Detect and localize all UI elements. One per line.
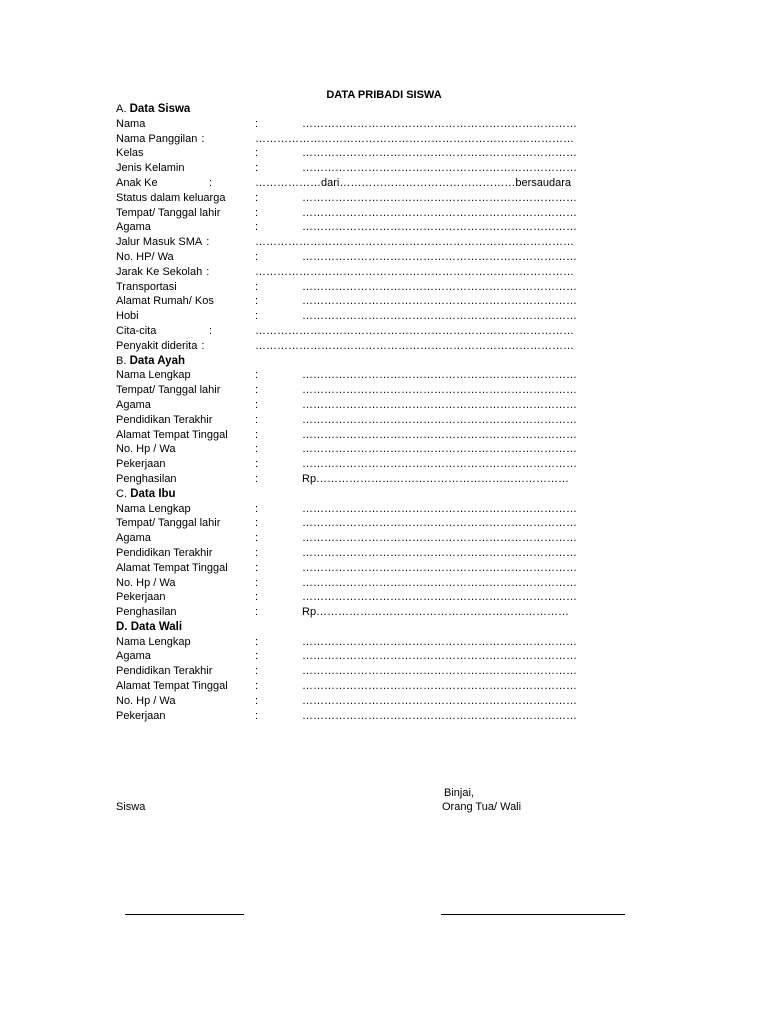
field-colon: : [255, 428, 259, 441]
section-heading [116, 487, 596, 502]
field-blank: …………………………………………………………………………… [255, 236, 574, 249]
field-label: No. HP/ Wa [116, 250, 174, 263]
section-letter: A. [116, 103, 127, 115]
field-label: Alamat Tempat Tinggal [116, 561, 228, 574]
field-colon: : [255, 221, 259, 234]
form-row [116, 250, 596, 265]
field-colon: : [255, 191, 259, 204]
form-row [116, 220, 596, 235]
field-label: Pendidikan Terakhir [116, 546, 213, 559]
form-row [116, 413, 596, 428]
field-blank: ………………………………………………………………… [302, 546, 577, 559]
field-colon: : [201, 132, 205, 145]
field-blank: …………………………………………………………………………… [255, 265, 574, 278]
field-label: Pekerjaan [116, 591, 166, 604]
field-blank: …………………………………………………………………………… [255, 324, 574, 337]
section-name: Data Siswa [129, 103, 191, 115]
field-label: Nama Panggilan [116, 132, 198, 145]
form-row [116, 146, 596, 161]
field-colon: : [255, 532, 259, 545]
section-name: Data Ayah [129, 354, 185, 367]
form-row [116, 605, 596, 620]
field-colon: : [255, 591, 259, 604]
field-blank: ………………………………………………………………… [302, 369, 577, 382]
form-row [116, 664, 596, 679]
section-letter: C. [116, 487, 127, 500]
field-blank: Rp…………………………………………………………… [302, 472, 570, 485]
form-row [116, 398, 596, 413]
field-colon: : [201, 339, 205, 352]
field-blank: ………………………………………………………………… [302, 250, 577, 263]
form-row [116, 502, 596, 517]
field-colon: : [255, 665, 259, 678]
field-blank: ………………………………………………………………… [302, 310, 577, 323]
field-blank: ………………………………………………………………… [302, 502, 577, 515]
field-colon: : [255, 295, 259, 308]
form-row [116, 294, 596, 309]
form-row [116, 679, 596, 694]
form-row [116, 368, 596, 383]
field-blank: ………………………………………………………………… [302, 576, 577, 589]
form-row [116, 191, 596, 206]
field-colon: : [255, 694, 259, 707]
field-label: No. Hp / Wa [116, 576, 176, 589]
field-blank: ………………………………………………………………… [302, 650, 577, 663]
field-colon: : [255, 458, 259, 471]
form-row [116, 324, 596, 339]
field-blank: ………………………………………………………………… [302, 295, 577, 308]
field-label: Hobi [116, 310, 139, 323]
field-colon: : [255, 162, 259, 175]
field-label: Nama [116, 117, 146, 130]
field-colon: : [209, 324, 213, 337]
field-colon: : [255, 369, 259, 382]
field-label: Tempat/ Tanggal lahir [116, 384, 221, 397]
field-colon: : [206, 265, 210, 278]
field-blank: ………………………………………………………………… [302, 635, 577, 648]
form-row [116, 457, 596, 472]
field-label: Jalur Masuk SMA [116, 236, 203, 249]
field-blank: ………………………………………………………………… [302, 384, 577, 397]
field-label: Penyakit diderita [116, 339, 198, 352]
field-label: Jenis Kelamin [116, 162, 185, 175]
field-colon: : [255, 517, 259, 530]
form-row [116, 339, 596, 354]
field-label: Penghasilan [116, 606, 177, 619]
field-blank: ………………………………………………………………… [302, 162, 577, 175]
form-row [116, 561, 596, 576]
form-row [116, 309, 596, 324]
field-colon: : [255, 502, 259, 515]
form-row [116, 442, 596, 457]
field-label: Agama [116, 221, 151, 234]
field-label: Penghasilan [116, 472, 177, 485]
section-heading [116, 354, 596, 369]
field-blank: ………………………………………………………………… [302, 591, 577, 604]
field-label: Agama [116, 398, 151, 411]
field-label: No. Hp / Wa [116, 694, 176, 707]
field-colon: : [255, 280, 259, 293]
form-row [116, 161, 596, 176]
section-name: Data Wali [130, 620, 183, 633]
form-row [116, 383, 596, 398]
section-heading [116, 620, 596, 635]
form-row [116, 206, 596, 221]
signature-label-parent: Orang Tua/ Wali [442, 801, 522, 813]
field-blank: ………………………………………………………………… [302, 428, 577, 441]
field-blank: ………………………………………………………………… [302, 561, 577, 574]
field-label: Alamat Rumah/ Kos [116, 295, 214, 308]
field-label: Nama Lengkap [116, 369, 191, 382]
document-title: DATA PRIBADI SISWA [326, 89, 442, 101]
form-row [116, 472, 596, 487]
field-colon: : [209, 176, 213, 189]
field-blank: ………………………………………………………………… [302, 665, 577, 678]
field-label: Agama [116, 532, 151, 545]
section-heading [116, 102, 596, 117]
field-label: Pekerjaan [116, 458, 166, 471]
field-colon: : [255, 546, 259, 559]
field-blank: …………………………………………………………………………… [255, 339, 574, 352]
field-colon: : [255, 398, 259, 411]
field-label: Status dalam keluarga [116, 191, 226, 204]
field-colon: : [255, 413, 259, 426]
field-label: Transportasi [116, 280, 177, 293]
form-row [116, 132, 596, 147]
field-blank: ………………………………………………………………… [302, 221, 577, 234]
form-row [116, 709, 596, 724]
field-label: Pekerjaan [116, 709, 166, 722]
field-blank: ………………………………………………………………… [302, 532, 577, 545]
field-label: Jarak Ke Sekolah [116, 265, 203, 278]
form-row [116, 235, 596, 250]
signature-line-student [125, 914, 244, 915]
field-label: Alamat Tempat Tinggal [116, 428, 228, 441]
field-label: Kelas [116, 147, 144, 160]
form-row [116, 635, 596, 650]
form-row [116, 280, 596, 295]
field-colon: : [255, 472, 259, 485]
field-colon: : [255, 635, 259, 648]
form-row [116, 546, 596, 561]
field-colon: : [255, 117, 259, 130]
form-row [116, 576, 596, 591]
form-row [116, 649, 596, 664]
field-blank: ………………………………………………………………… [302, 147, 577, 160]
field-label: Cita-cita [116, 324, 157, 337]
field-label: Nama Lengkap [116, 635, 191, 648]
form-row [116, 531, 596, 546]
form-row [116, 176, 596, 191]
field-blank: ………………………………………………………………… [302, 443, 577, 456]
form-row [116, 265, 596, 280]
field-blank: ………………………………………………………………… [302, 517, 577, 530]
section-letter: D. [116, 620, 128, 633]
field-blank: ………………………………………………………………… [302, 280, 577, 293]
form-row [116, 694, 596, 709]
field-colon: : [255, 561, 259, 574]
field-blank: ………………………………………………………………… [302, 398, 577, 411]
field-label: Nama Lengkap [116, 502, 191, 515]
field-blank: ………………………………………………………………… [302, 709, 577, 722]
field-blank: ………………………………………………………………… [302, 694, 577, 707]
form-row [116, 428, 596, 443]
field-colon: : [255, 310, 259, 323]
field-colon: : [255, 250, 259, 263]
field-colon: : [255, 650, 259, 663]
student-data-form [116, 102, 596, 723]
field-blank: ………………………………………………………………… [302, 206, 577, 219]
field-colon: : [255, 680, 259, 693]
field-label: Alamat Tempat Tinggal [116, 680, 228, 693]
signature-city: Binjai, [444, 787, 474, 799]
field-label: Tempat/ Tanggal lahir [116, 517, 221, 530]
field-colon: : [255, 384, 259, 397]
field-blank: ………………dari…………………………………………bersaudara [255, 176, 571, 189]
field-colon: : [206, 236, 210, 249]
field-blank: ………………………………………………………………… [302, 413, 577, 426]
field-label: Anak Ke [116, 176, 158, 189]
form-row [116, 117, 596, 132]
field-blank: ………………………………………………………………… [302, 680, 577, 693]
field-label: Pendidikan Terakhir [116, 665, 213, 678]
field-label: Pendidikan Terakhir [116, 413, 213, 426]
field-blank: …………………………………………………………………………… [255, 132, 574, 145]
field-blank: ………………………………………………………………… [302, 117, 577, 130]
field-blank: ………………………………………………………………… [302, 191, 577, 204]
field-colon: : [255, 709, 259, 722]
field-label: No. Hp / Wa [116, 443, 176, 456]
field-blank: ………………………………………………………………… [302, 458, 577, 471]
section-letter: B. [116, 354, 127, 367]
field-blank: Rp…………………………………………………………… [302, 606, 570, 619]
section-name: Data Ibu [130, 487, 176, 500]
form-row [116, 516, 596, 531]
field-label: Tempat/ Tanggal lahir [116, 206, 221, 219]
field-colon: : [255, 443, 259, 456]
form-row [116, 590, 596, 605]
field-colon: : [255, 606, 259, 619]
field-label: Agama [116, 650, 151, 663]
field-colon: : [255, 576, 259, 589]
signature-line-parent [441, 914, 625, 915]
field-colon: : [255, 147, 259, 160]
signature-label-student: Siswa [116, 801, 146, 813]
field-colon: : [255, 206, 259, 219]
